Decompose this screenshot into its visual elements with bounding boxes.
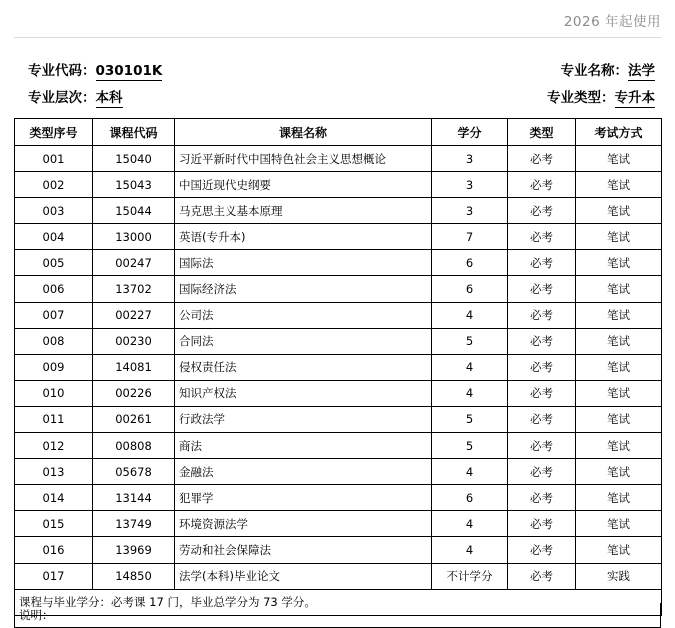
cell-credit: 6: [432, 276, 508, 302]
cell-name: 中国近现代史纲要: [175, 172, 432, 198]
column-header-code: 课程代码: [93, 119, 175, 146]
table-row: [15, 250, 662, 276]
major-code-value: 030101K: [95, 63, 163, 79]
cell-exam: 笔试: [576, 433, 662, 459]
cell-exam: 笔试: [576, 537, 662, 563]
cell-credit: 6: [432, 250, 508, 276]
cell-type: 必考: [508, 380, 576, 406]
cell-type: 必考: [508, 433, 576, 459]
cell-credit: 5: [432, 406, 508, 432]
cell-exam: 笔试: [576, 198, 662, 224]
cell-index: 012: [15, 433, 93, 459]
cell-credit: 4: [432, 302, 508, 328]
table-row: [15, 511, 662, 537]
cell-credit: 3: [432, 172, 508, 198]
cell-code: 13144: [93, 485, 175, 511]
table-row: [15, 302, 662, 328]
major-info-row-1: [14, 58, 661, 85]
cell-name: 犯罪学: [175, 485, 432, 511]
table-row: [15, 172, 662, 198]
major-code-group: [28, 58, 162, 85]
cell-index: 017: [15, 563, 93, 589]
column-header-credit: 学分: [432, 119, 508, 146]
cell-code: 05678: [93, 459, 175, 485]
cell-name: 习近平新时代中国特色社会主义思想概论: [175, 146, 432, 172]
cell-name: 国际法: [175, 250, 432, 276]
cell-exam: 笔试: [576, 172, 662, 198]
cell-code: 14081: [93, 354, 175, 380]
cell-code: 13702: [93, 276, 175, 302]
cell-type: 必考: [508, 406, 576, 432]
cell-name: 马克思主义基本原理: [175, 198, 432, 224]
cell-type: 必考: [508, 302, 576, 328]
course-table: [14, 118, 662, 616]
major-level-value: 本科: [95, 90, 123, 106]
major-type-group: [547, 85, 655, 112]
cell-code: 13749: [93, 511, 175, 537]
cell-exam: 笔试: [576, 146, 662, 172]
cell-type: 必考: [508, 146, 576, 172]
summary-text: 课程与毕业学分：必考课 17 门，毕业总学分为 73 学分。: [15, 589, 662, 615]
cell-index: 008: [15, 328, 93, 354]
major-name-value: 法学: [628, 63, 655, 79]
cell-exam: 笔试: [576, 224, 662, 250]
cell-type: 必考: [508, 172, 576, 198]
cell-index: 010: [15, 380, 93, 406]
cell-name: 商法: [175, 433, 432, 459]
cell-code: 00261: [93, 406, 175, 432]
major-info-block: [14, 58, 661, 116]
cell-exam: 笔试: [576, 276, 662, 302]
cell-credit: 不计学分: [432, 563, 508, 589]
cell-index: 006: [15, 276, 93, 302]
major-type-label: 专业类型：: [547, 90, 615, 106]
table-row: [15, 276, 662, 302]
cell-type: 必考: [508, 328, 576, 354]
cell-type: 必考: [508, 485, 576, 511]
cell-credit: 4: [432, 537, 508, 563]
banner-divider: [14, 37, 661, 38]
column-header-name: 课程名称: [175, 119, 432, 146]
table-row: [15, 354, 662, 380]
year-note: 2026 年起使用: [563, 14, 661, 30]
cell-code: 00247: [93, 250, 175, 276]
table-row: [15, 328, 662, 354]
cell-type: 必考: [508, 224, 576, 250]
cell-exam: 笔试: [576, 250, 662, 276]
cell-name: 合同法: [175, 328, 432, 354]
major-code-label: 专业代码：: [28, 63, 96, 79]
major-type-value: 专升本: [614, 90, 655, 106]
cell-code: 00226: [93, 380, 175, 406]
cell-index: 004: [15, 224, 93, 250]
cell-index: 013: [15, 459, 93, 485]
cell-exam: 笔试: [576, 406, 662, 432]
cell-credit: 4: [432, 354, 508, 380]
major-level-group: [28, 85, 123, 112]
major-level-label: 专业层次：: [28, 90, 96, 106]
top-banner: [0, 0, 675, 41]
cell-index: 016: [15, 537, 93, 563]
cell-exam: 笔试: [576, 328, 662, 354]
cell-credit: 3: [432, 146, 508, 172]
cell-index: 003: [15, 198, 93, 224]
cell-index: 015: [15, 511, 93, 537]
cell-credit: 4: [432, 459, 508, 485]
table-row: [15, 406, 662, 432]
cell-exam: 实践: [576, 563, 662, 589]
table-row: [15, 224, 662, 250]
cell-name: 行政法学: [175, 406, 432, 432]
cell-name: 知识产权法: [175, 380, 432, 406]
cell-index: 005: [15, 250, 93, 276]
cell-code: 00808: [93, 433, 175, 459]
cell-name: 金融法: [175, 459, 432, 485]
cell-name: 环境资源法学: [175, 511, 432, 537]
cell-code: 15044: [93, 198, 175, 224]
cell-type: 必考: [508, 563, 576, 589]
major-info-row-2: [14, 85, 661, 112]
cell-name: 英语(专升本): [175, 224, 432, 250]
cell-type: 必考: [508, 354, 576, 380]
footer-note-block: [14, 603, 661, 628]
table-row: [15, 459, 662, 485]
cell-index: 011: [15, 406, 93, 432]
cell-name: 国际经济法: [175, 276, 432, 302]
cell-code: 13000: [93, 224, 175, 250]
cell-type: 必考: [508, 198, 576, 224]
cell-code: 14850: [93, 563, 175, 589]
cell-name: 侵权责任法: [175, 354, 432, 380]
table-row: [15, 198, 662, 224]
cell-credit: 6: [432, 485, 508, 511]
cell-type: 必考: [508, 276, 576, 302]
footer-note-label: 说明：: [14, 603, 661, 628]
cell-index: 007: [15, 302, 93, 328]
table-row: [15, 485, 662, 511]
cell-credit: 7: [432, 224, 508, 250]
course-table-body: [15, 146, 662, 616]
column-header-type: 类型: [508, 119, 576, 146]
cell-index: 002: [15, 172, 93, 198]
cell-code: 15043: [93, 172, 175, 198]
cell-exam: 笔试: [576, 485, 662, 511]
course-table-head: [15, 119, 662, 146]
cell-type: 必考: [508, 459, 576, 485]
cell-name: 公司法: [175, 302, 432, 328]
cell-exam: 笔试: [576, 459, 662, 485]
cell-code: 13969: [93, 537, 175, 563]
cell-type: 必考: [508, 250, 576, 276]
cell-type: 必考: [508, 511, 576, 537]
cell-name: 劳动和社会保障法: [175, 537, 432, 563]
cell-credit: 5: [432, 433, 508, 459]
cell-index: 001: [15, 146, 93, 172]
cell-credit: 3: [432, 198, 508, 224]
cell-exam: 笔试: [576, 511, 662, 537]
cell-type: 必考: [508, 537, 576, 563]
cell-exam: 笔试: [576, 354, 662, 380]
table-row: [15, 433, 662, 459]
table-row: [15, 563, 662, 589]
table-header-row: [15, 119, 662, 146]
major-name-label: 专业名称：: [560, 63, 628, 79]
cell-index: 014: [15, 485, 93, 511]
cell-code: 00230: [93, 328, 175, 354]
major-name-group: [561, 58, 656, 85]
table-row: [15, 380, 662, 406]
cell-credit: 4: [432, 380, 508, 406]
cell-name: 法学(本科)毕业论文: [175, 563, 432, 589]
table-row: [15, 146, 662, 172]
column-header-index: 类型序号: [15, 119, 93, 146]
cell-index: 009: [15, 354, 93, 380]
cell-credit: 4: [432, 511, 508, 537]
cell-exam: 笔试: [576, 302, 662, 328]
column-header-exam: 考试方式: [576, 119, 662, 146]
cell-code: 15040: [93, 146, 175, 172]
cell-credit: 5: [432, 328, 508, 354]
cell-code: 00227: [93, 302, 175, 328]
table-row: [15, 537, 662, 563]
cell-exam: 笔试: [576, 380, 662, 406]
